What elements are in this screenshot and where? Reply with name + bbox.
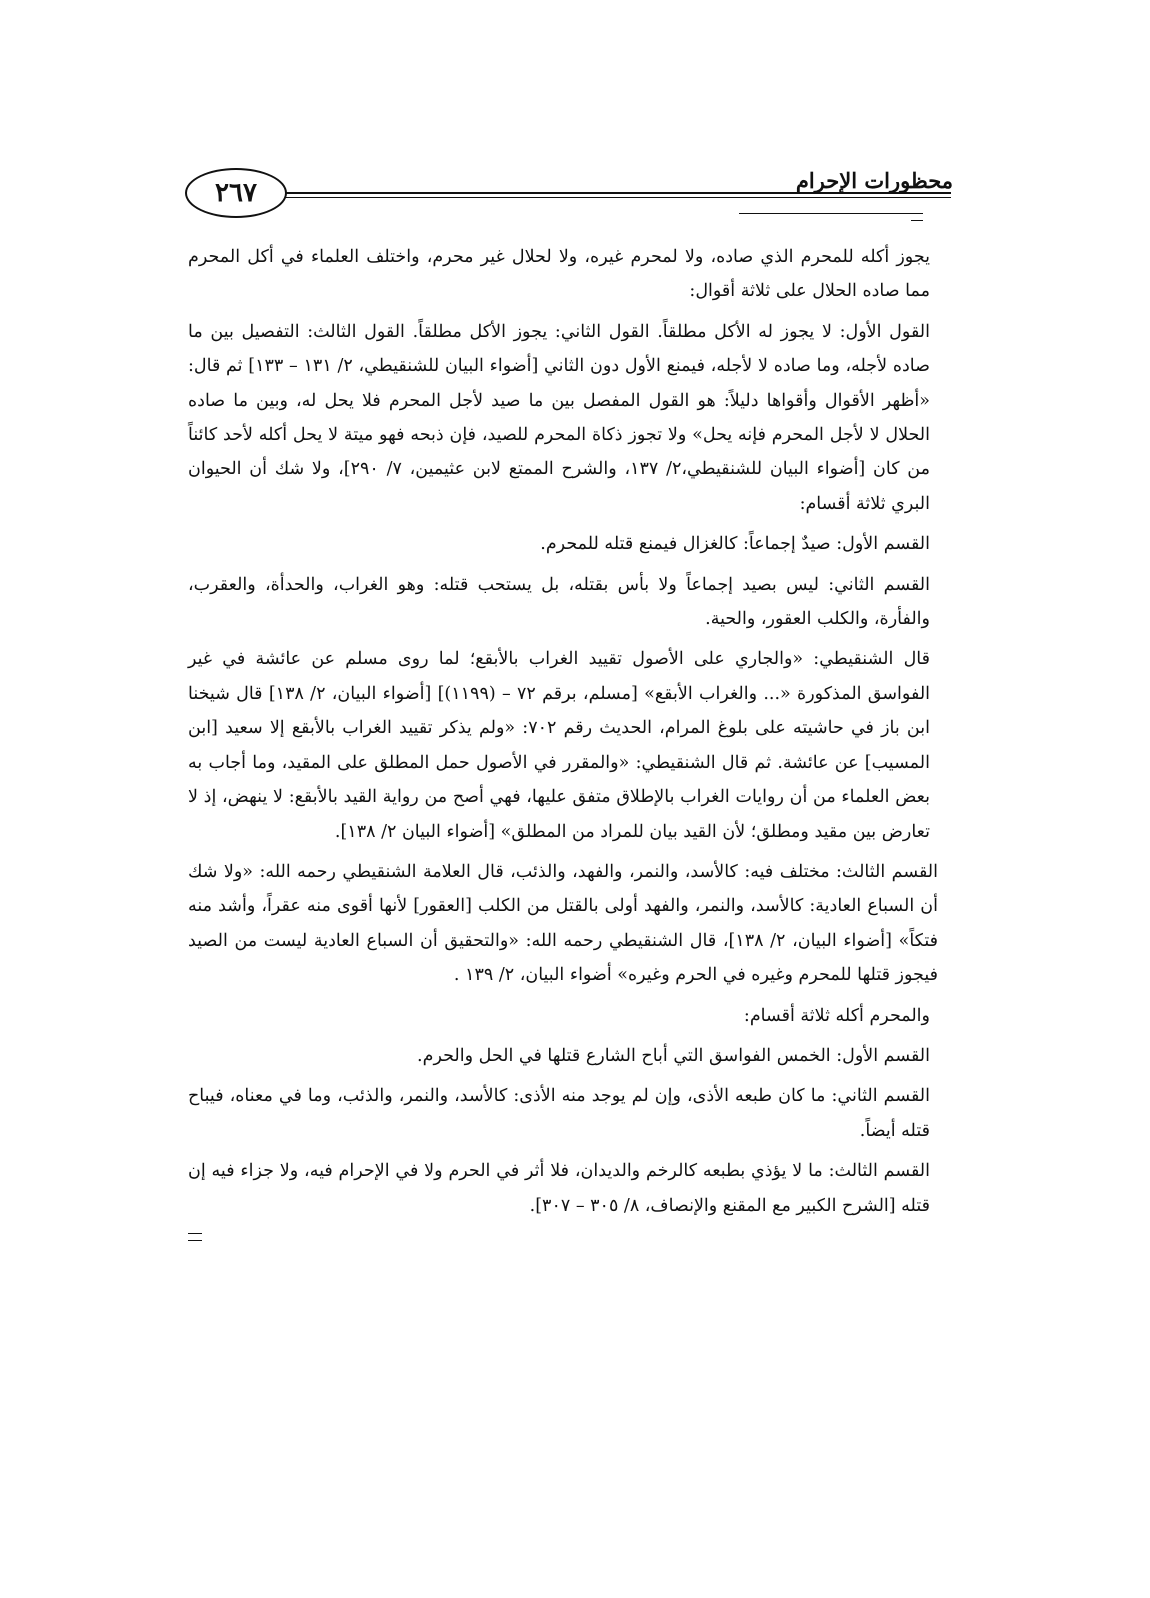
running-title: محظورات الإحرام: [795, 168, 953, 193]
header-rule: [281, 192, 951, 194]
paragraph: القسم الأول: الخمس الفواسق التي أباح الشارع قتلها في الحل والحرم.: [417, 1045, 930, 1066]
paragraph: القسم الثالث: مختلف فيه: كالأسد، والنمر، والفهد، والذئب، قال العلامة الشنقيطي رحمه الله: «ولا شك أن السباع العادية: كالأسد، والنمر، والفهد أولى بالقتل من الكلب [العقور] لأنها أقوى منه عقراً، وأشد منه فتكاً» [أضواء البيان، ٢/ ١٣٨]، قال الشنقيطي رحمه الله: «والتحقيق أن السباع العادية ليست من الصيد فيجوز قتلها للمحرم وغيره في الحرم وغيره» أضواء البيان، ٢/ ١٣٩ .: [188, 861, 938, 986]
header-subrule-mark: [911, 220, 923, 221]
paragraph: القسم الثالث: ما لا يؤذي بطبعه كالرخم والديدان، فلا أثر في الحرم ولا في الإحرام فيه، ولا جزاء فيه إن قتله [الشرح الكبير مع المقنع والإنصاف، ٨/ ٣٠٥ – ٣٠٧].: [188, 1161, 930, 1216]
paragraph: القسم الثاني: ما كان طبعه الأذى، وإن لم يوجد منه الأذى: كالأسد، والنمر، والذئب، وما في معناه، فيباح قتله أيضاً.: [188, 1086, 930, 1141]
body-text: [188, 240, 938, 1229]
paragraph: القول الأول: لا يجوز له الأكل مطلقاً. القول الثاني: يجوز الأكل مطلقاً. القول الثالث: التفصيل بين ما صاده لأجله، وما صاده لا لأجله، فيمنع الأول دون الثاني [أضواء البيان للشنقيطي، ٢/ ١٣١ – ١٣٣] ثم قال: «أظهر الأقوال وأقواها دليلاً: هو القول المفصل بين ما صيد لأجل المحرم فلا يحل له، وبين ما صاده الحلال لا لأجل المحرم فإنه يحل» ولا تجوز ذكاة المحرم للصيد، فإن ذبحه فهو ميتة لا يحل أكله لأحد كائناً من كان [أضواء البيان للشنقيطي،٢/ ١٣٧، والشرح الممتع لابن عثيمين، ٧/ ٢٩٠]، ولا شك أن الحيوان البري ثلاثة أقسام:: [188, 321, 930, 514]
page-number: ٢٦٧: [185, 168, 287, 218]
header-subrule: [739, 213, 923, 214]
paragraph: والمحرم أكله ثلاثة أقسام:: [743, 1005, 930, 1026]
paragraph: القسم الثاني: ليس بصيد إجماعاً ولا بأس بقتله، بل يستحب قتله: وهو الغراب، والحدأة، والعقرب، والفأرة، والكلب العقور، والحية.: [188, 574, 930, 630]
page-header: [185, 168, 953, 248]
end-of-page-mark: [188, 1233, 202, 1241]
paragraph: يجوز أكله للمحرم الذي صاده، ولا لمحرم غيره، ولا لحلال غير محرم، واختلف العلماء في أكل المحرم مما صاده الحلال على ثلاثة أقوال:: [188, 247, 930, 302]
paragraph: قال الشنقيطي: «والجاري على الأصول تقييد الغراب بالأبقع؛ لما روى مسلم عن عائشة في غير الفواسق المذكورة «... والغراب الأبقع» [مسلم، برقم ٧٢ – (١١٩٩)] [أضواء البيان، ٢/ ١٣٨] قال شيخنا ابن باز في حاشيته على بلوغ المرام، الحديث رقم ٧٠٢: «ولم يذكر تقييد الغراب بالأبقع إلا سعيد [ابن المسيب] عن عائشة. ثم قال الشنقيطي: «والمقرر في الأصول حمل المطلق على المقيد، وما أجاب به بعض العلماء من أن روايات الغراب بالإطلاق متفق عليها، فهي أصح من رواية القيد بالأبقع: لا ينهض، إذ لا تعارض بين مقيد ومطلق؛ لأن القيد بيان للمراد من المطلق» [أضواء البيان ٢/ ١٣٨].: [188, 649, 931, 842]
paragraph: القسم الأول: صيدٌ إجماعاً: كالغزال فيمنع قتله للمحرم.: [540, 534, 930, 555]
header-rule-thin: [281, 197, 951, 198]
